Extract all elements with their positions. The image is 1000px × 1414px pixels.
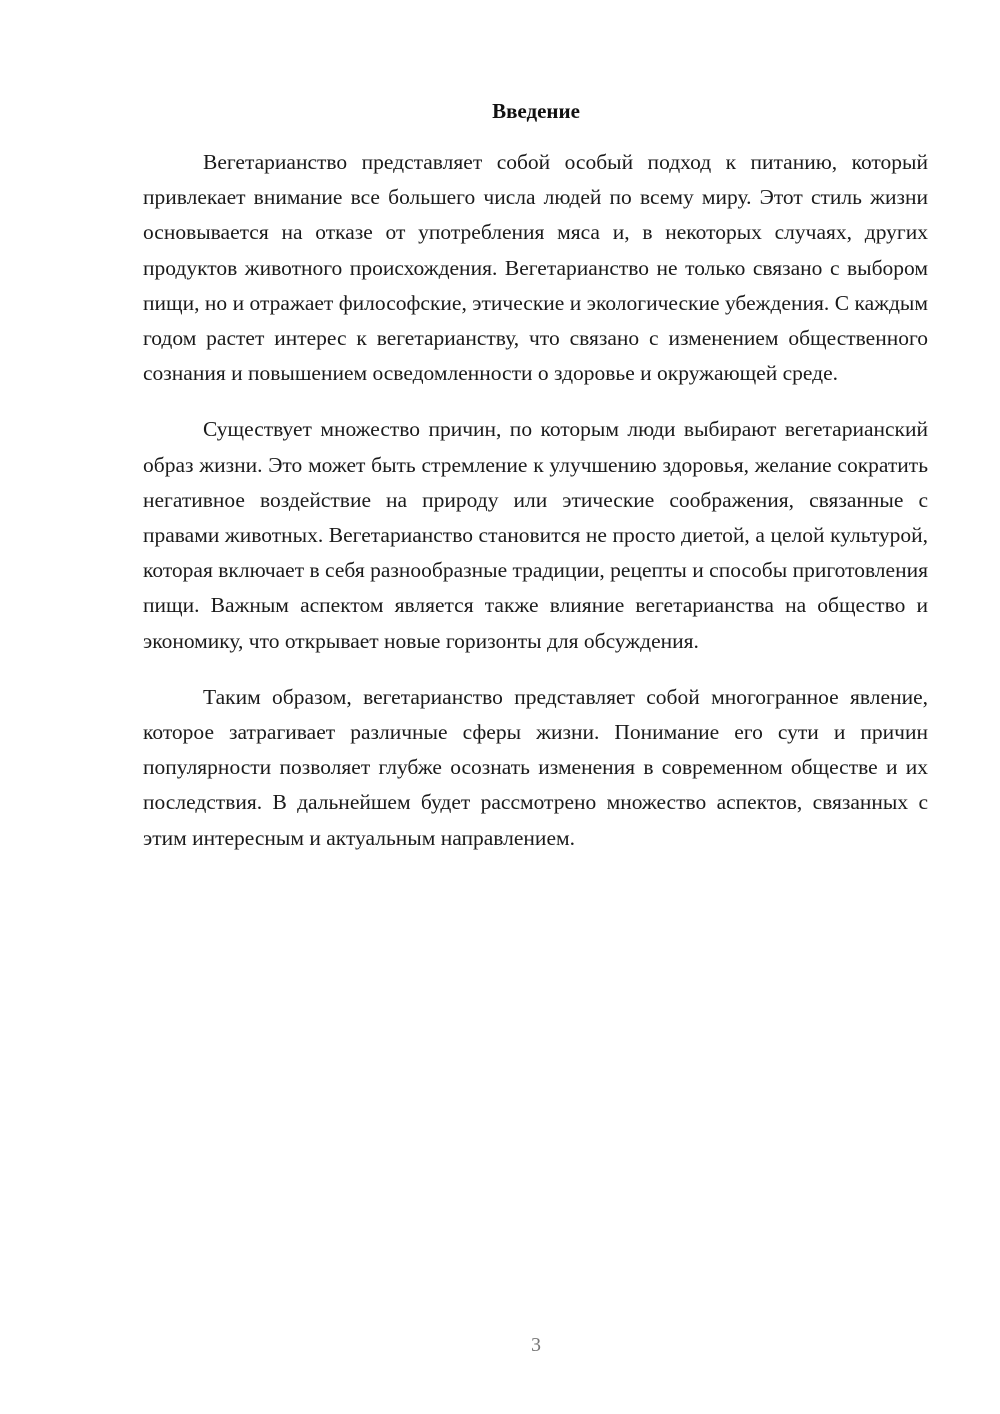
body-text	[143, 145, 928, 877]
section-heading: Введение	[492, 99, 580, 123]
paragraph-3: Таким образом, вегетарианство представляет собой многогранное явление, которое затрагивает различные сферы жизни. Понимание его сути и причин популярности позволяет глубже осознать изменения в современном обществе и их последствия. В дальнейшем будет рассмотрено множество аспектов, связанных с этим интересным и актуальным направлением.	[143, 684, 928, 850]
paragraph-2: Существует множество причин, по которым люди выбирают вегетарианский образ жизни. Это может быть стремление к улучшению здоровья, желание сократить негативное воздействие на природу или этические соображения, связанные с правами животных. Вегетарианство становится не просто диетой, а целой культурой, которая включает в себя разнообразные традиции, рецепты и способы приготовления пищи. Важным аспектом является также влияние вегетарианства на общество и экономику, что открывает новые горизонты для обсуждения.	[143, 417, 928, 653]
page-number: 3	[531, 1334, 541, 1356]
paragraph-1: Вегетарианство представляет собой особый подход к питанию, который привлекает внимание все большего числа людей по всему миру. Этот стиль жизни основывается на отказе от употребления мяса и, в некоторых случаях, других продуктов животного происхождения. Вегетарианство не только связано с выбором пищи, но и отражает философские, этические и экологические убеждения. С каждым годом растет интерес к вегетарианству, что связано с изменением общественного сознания и повышением осведомленности о здоровье и окружающей среде.	[143, 150, 928, 386]
